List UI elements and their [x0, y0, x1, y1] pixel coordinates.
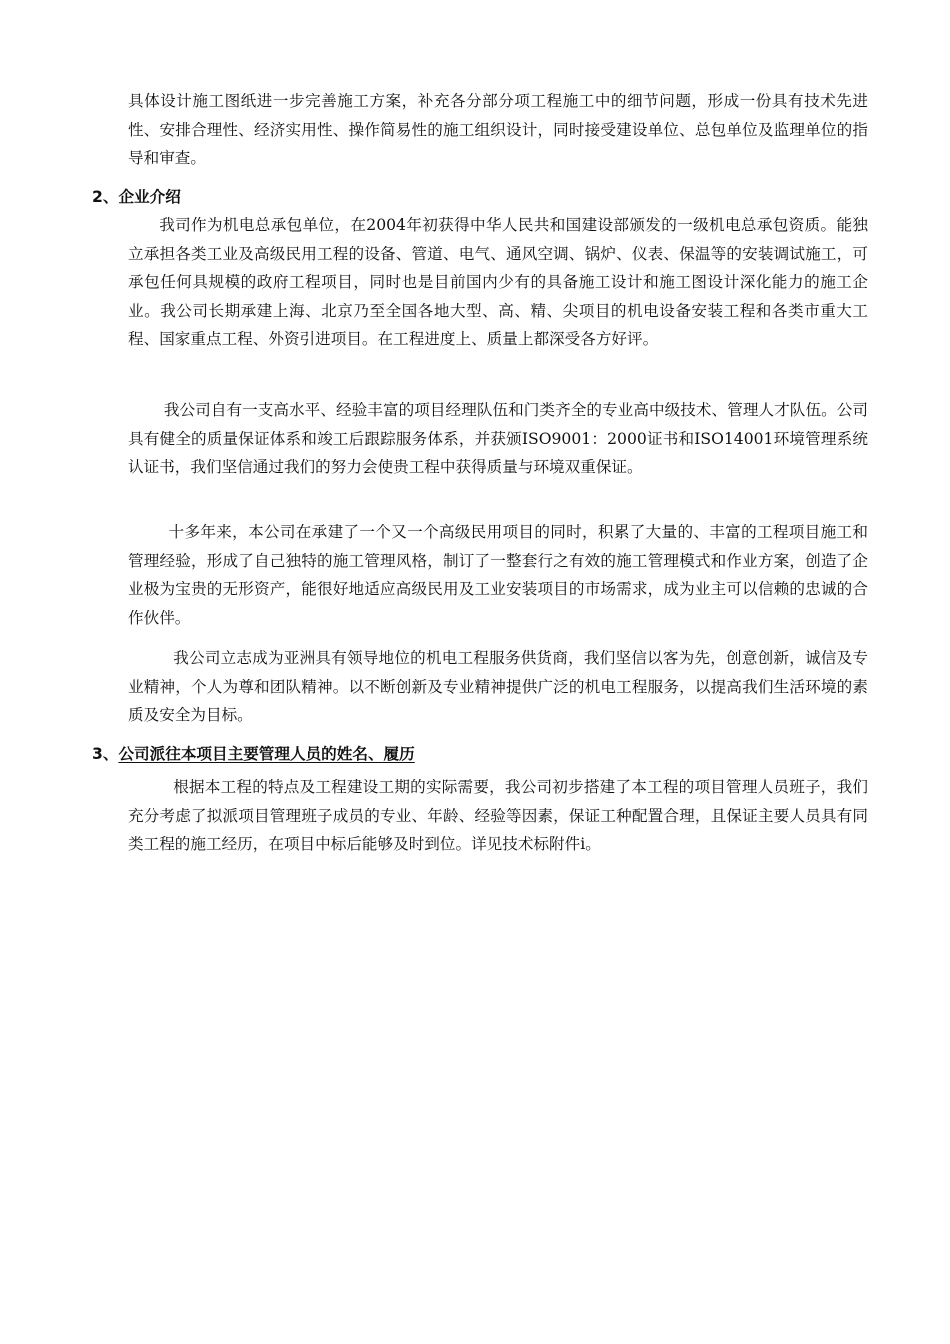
section-2-paragraph-3: 十多年来，本公司在承建了一个又一个高级民用项目的同时，积累了大量的、丰富的工程项目施工和管理经验，形成了自己独特的施工管理风格，制订了一整套行之有效的施工管理模式和作业方案，创造了企业极为宝贵的无形资产，能很好地适应高级民用及工业安装项目的市场需求，成为业主可以信赖的忠诚的合作伙伴。: [128, 523, 868, 627]
section-3-heading: [92, 740, 415, 768]
section-2-paragraph-4: 我公司立志成为亚洲具有领导地位的机电工程服务供货商，我们坚信以客为先，创意创新，诚信及专业精神，个人为尊和团队精神。以不断创新及专业精神提供广泛的机电工程服务，以提高我们生活环境的素质及安全为目标。: [128, 649, 868, 724]
section-3-paragraph-1: 根据本工程的特点及工程建设工期的实际需要，我公司初步搭建了本工程的项目管理人员班子，我们充分考虑了拟派项目管理班子成员的专业、年龄、经验等因素，保证工种配置合理，且保证主要人员具有同类工程的施工经历，在项目中标后能够及时到位。详见技术标附件ⅰ。: [128, 778, 868, 853]
section-2-title: 企业介绍: [118, 188, 181, 206]
section-3-number: 3、: [92, 745, 119, 763]
section-2-paragraph-1: 我司作为机电总承包单位，在2004年初获得中华人民共和国建设部颁发的一级机电总承包资质。能独立承担各类工业及高级民用工程的设备、管道、电气、通风空调、锅炉、仪表、保温等的安装调试施工，可承包任何具规模的政府工程项目，同时也是目前国内少有的具备施工设计和施工图设计深化能力的施工企业。我公司长期承建上海、北京乃至全国各地大型、高、精、尖项目的机电设备安装工程和各类市重大工程、国家重点工程、外资引进项目。在工程进度上、质量上都深受各方好评。: [128, 216, 868, 348]
section-2-paragraph-2: 我公司自有一支高水平、经验丰富的项目经理队伍和门类齐全的专业高中级技术、管理人才队伍。公司具有健全的质量保证体系和竣工后跟踪服务体系，并获颁ISO9001：2000证书和ISO14001环境管理系统认证书，我们坚信通过我们的努力会使贵工程中获得质量与环境双重保证。: [128, 401, 868, 476]
section-2-number: 2、: [92, 188, 119, 206]
intro-paragraph: 具体设计施工图纸进一步完善施工方案，补充各分部分项工程施工中的细节问题，形成一份具有技术先进性、安排合理性、经济实用性、操作简易性的施工组织设计，同时接受建设单位、总包单位及监理单位的指导和审查。: [128, 92, 868, 167]
section-3-title: 公司派往本项目主要管理人员的姓名、履历: [118, 745, 415, 763]
section-2-heading: [92, 183, 181, 211]
